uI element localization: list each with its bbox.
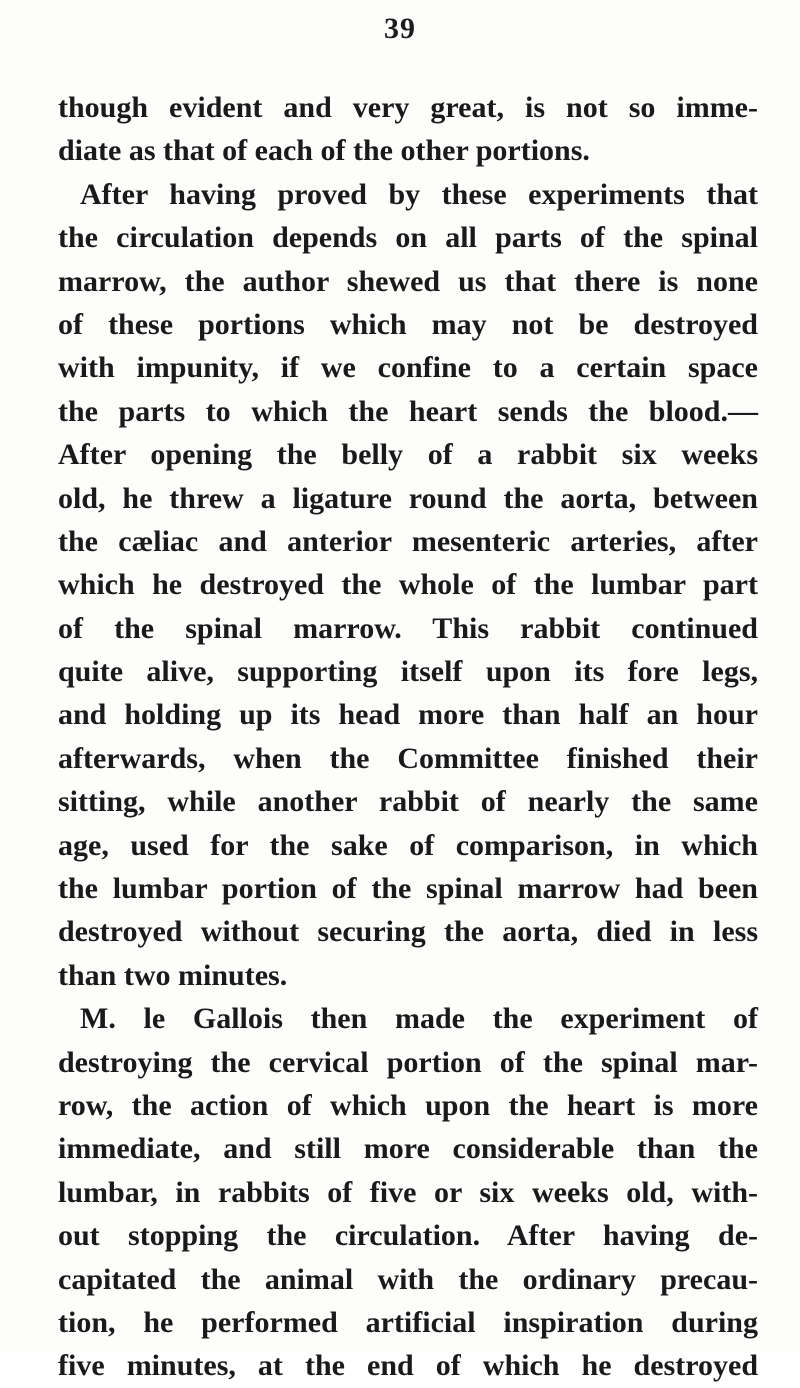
text-line: the parts to which the heart sends the blood.— xyxy=(58,394,758,428)
text-line: age, used for the sake of comparison, in which xyxy=(58,828,758,862)
text-line: lumbar, in rabbits of five or six weeks old, with- xyxy=(58,1175,758,1209)
text-line: and holding up its head more than half an hour xyxy=(58,698,758,732)
text-line: out stopping the circulation. After having de- xyxy=(58,1219,758,1253)
text-line: the cæliac and anterior mesenteric arteries, after xyxy=(58,524,758,558)
text-line: immediate, and still more considerable than the xyxy=(58,1132,758,1166)
text-line: sitting, while another rabbit of nearly the same xyxy=(58,785,758,819)
text-line: old, he threw a ligature round the aorta, between xyxy=(58,481,758,515)
text-line: than two minutes. xyxy=(58,958,288,992)
text-line: capitated the animal with the ordinary precau- xyxy=(58,1262,758,1296)
text-line: destroying the cervical portion of the spinal mar- xyxy=(58,1045,758,1079)
text-line: five minutes, at the end of which he destroyed xyxy=(58,1349,758,1383)
page-number: 39 xyxy=(384,12,416,45)
text-line: of these portions which may not be destroyed xyxy=(58,307,758,341)
text-line: of the spinal marrow. This rabbit continued xyxy=(58,611,758,645)
text-line: which he destroyed the whole of the lumbar part xyxy=(58,568,758,602)
text-line: the lumbar portion of the spinal marrow had been xyxy=(58,872,758,906)
body-text xyxy=(58,86,758,1388)
text-line: M. le Gallois then made the experiment of xyxy=(80,1002,758,1036)
text-line: with impunity, if we confine to a certain space xyxy=(58,351,758,385)
text-line: tion, he performed artificial inspiration during xyxy=(58,1305,758,1339)
text-line: afterwards, when the Committee finished their xyxy=(58,741,758,775)
text-line: marrow, the author shewed us that there is none xyxy=(58,264,758,298)
text-line: diate as that of each of the other portions. xyxy=(58,134,590,168)
text-line: the circulation depends on all parts of the spinal xyxy=(58,221,758,255)
text-line: After opening the belly of a rabbit six weeks xyxy=(58,438,758,472)
text-line: row, the action of which upon the heart is more xyxy=(58,1088,758,1122)
text-line: After having proved by these experiments that xyxy=(80,177,758,211)
text-line: quite alive, supporting itself upon its fore legs, xyxy=(58,655,758,689)
text-line: though evident and very great, is not so imme- xyxy=(58,91,758,124)
text-line: destroyed without securing the aorta, died in less xyxy=(58,915,758,949)
